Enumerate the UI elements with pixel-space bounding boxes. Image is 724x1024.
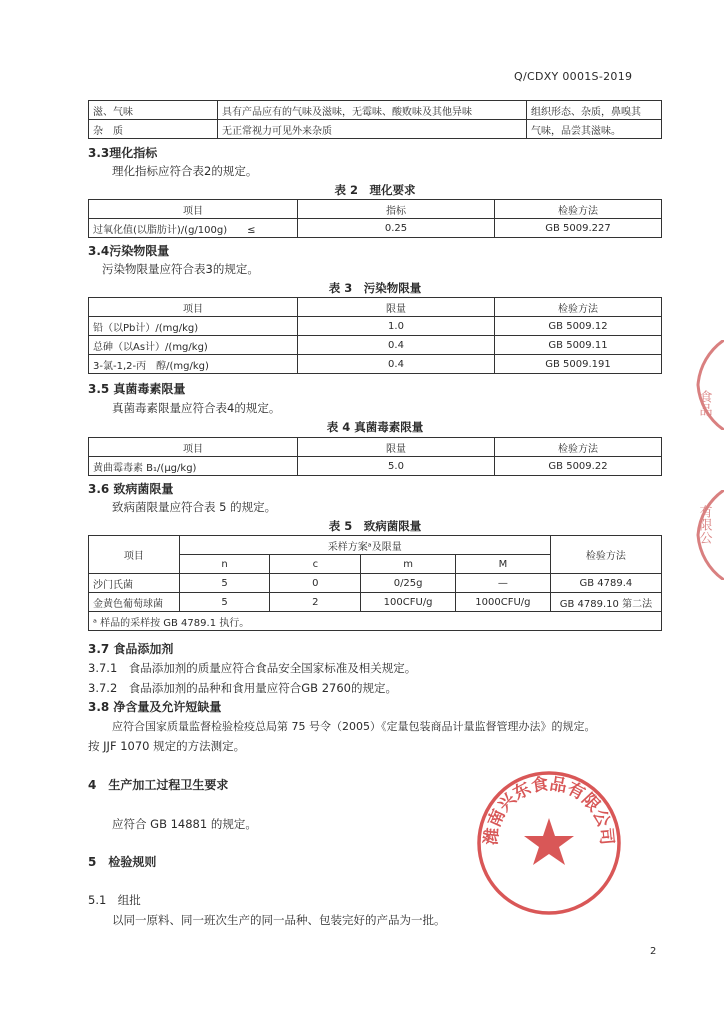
section-heading-5: 5 检验规则 bbox=[88, 855, 157, 869]
table-row bbox=[89, 219, 662, 238]
table4-caption: 表 4 真菌毒素限量 bbox=[326, 420, 424, 434]
section-heading-5-1: 5.1 组批 bbox=[88, 893, 141, 907]
table-cell: 0.4 bbox=[298, 336, 495, 355]
column-header: 检验方法 bbox=[495, 298, 662, 317]
section-heading-3-4: 3.4污染物限量 bbox=[88, 244, 170, 258]
table-cell: GB 5009.191 bbox=[495, 355, 662, 374]
table-header-row bbox=[89, 298, 662, 317]
section-text-3-5: 真菌毒素限量应符合表4的规定。 bbox=[112, 401, 281, 415]
table-cell: 5 bbox=[179, 574, 270, 593]
seal-fragment-icon bbox=[690, 340, 724, 430]
section-text-3-7-1: 3.7.1 食品添加剂的质量应符合食品安全国家标准及相关规定。 bbox=[88, 661, 417, 675]
table-cell: GB 5009.227 bbox=[495, 219, 662, 238]
table3-caption: 表 3 污染物限量 bbox=[328, 281, 422, 295]
table-cell: 滋、气味 bbox=[89, 101, 218, 120]
sensory-table-continuation bbox=[88, 100, 662, 139]
table-header-row bbox=[89, 200, 662, 219]
table-row bbox=[89, 336, 662, 355]
table-cell: GB 4789.10 第二法 bbox=[550, 593, 661, 612]
table5 bbox=[88, 535, 662, 631]
section-heading-3-8: 3.8 净含量及允许短缺量 bbox=[88, 700, 222, 714]
company-seal bbox=[474, 768, 624, 918]
document-number: Q/CDXY 0001S-2019 bbox=[514, 70, 633, 83]
table-cell: GB 5009.11 bbox=[495, 336, 662, 355]
table-cell: 0.25 bbox=[298, 219, 495, 238]
seal-icon bbox=[474, 768, 624, 918]
column-header: 检验方法 bbox=[495, 200, 662, 219]
table5-caption: 表 5 致病菌限量 bbox=[328, 519, 422, 533]
table-cell: — bbox=[456, 574, 551, 593]
table-row bbox=[89, 457, 662, 476]
section-heading-3-5: 3.5 真菌毒素限量 bbox=[88, 382, 186, 396]
table-cell: 沙门氏菌 bbox=[89, 574, 180, 593]
table-cell: 具有产品应有的气味及滋味，无霉味、酸败味及其他异味 bbox=[218, 101, 527, 120]
section-heading-3-6: 3.6 致病菌限量 bbox=[88, 482, 174, 496]
table-row bbox=[89, 593, 662, 612]
table-cell: 0/25g bbox=[361, 574, 456, 593]
table-cell: GB 5009.22 bbox=[495, 457, 662, 476]
table-cell: 0.4 bbox=[298, 355, 495, 374]
table-row bbox=[89, 101, 662, 120]
table-row bbox=[89, 355, 662, 374]
column-header: c bbox=[270, 555, 361, 574]
column-header: m bbox=[361, 555, 456, 574]
column-header: 检验方法 bbox=[550, 536, 661, 574]
column-header: 限量 bbox=[298, 298, 495, 317]
edge-seal-fragment-bottom bbox=[690, 490, 724, 580]
table2 bbox=[88, 199, 662, 238]
column-header: 限量 bbox=[298, 438, 495, 457]
table-cell: 杂 质 bbox=[89, 120, 218, 139]
section-text-5-1: 以同一原料、同一班次生产的同一品种、包装完好的产品为一批。 bbox=[112, 913, 446, 927]
section-heading-3-3: 3.3理化指标 bbox=[88, 146, 158, 160]
table-cell: 铅（以Pb计）/(mg/kg) bbox=[89, 317, 298, 336]
section-text-3-8-b: 按 JJF 1070 规定的方法测定。 bbox=[88, 739, 246, 753]
svg-text:食品: 食品 bbox=[696, 390, 712, 416]
table3 bbox=[88, 297, 662, 374]
table-cell: 金黄色葡萄球菌 bbox=[89, 593, 180, 612]
table-cell: 无正常视力可见外来杂质 bbox=[218, 120, 527, 139]
table-cell: GB 5009.12 bbox=[495, 317, 662, 336]
section-heading-3-7: 3.7 食品添加剂 bbox=[88, 642, 174, 656]
column-header: 项目 bbox=[89, 536, 180, 574]
column-header-group: 采样方案ᵃ及限量 bbox=[179, 536, 550, 555]
table4 bbox=[88, 437, 662, 476]
column-header: M bbox=[456, 555, 551, 574]
table-row bbox=[89, 120, 662, 139]
section-text-3-7-2: 3.7.2 食品添加剂的品种和食用量应符合GB 2760的规定。 bbox=[88, 681, 397, 695]
page-number: 2 bbox=[650, 946, 657, 957]
table-header-row bbox=[89, 438, 662, 457]
table-cell: 组织形态、杂质，鼻嗅其 bbox=[527, 101, 662, 120]
section-heading-4: 4 生产加工过程卫生要求 bbox=[88, 778, 229, 792]
column-header: 指标 bbox=[298, 200, 495, 219]
column-header: 项目 bbox=[89, 438, 298, 457]
edge-seal-fragment-top bbox=[690, 340, 724, 430]
section-text-3-8: 应符合国家质量监督检验检疫总局第 75 号令（2005）《定量包装商品计量监督管理办法》的规定。 bbox=[112, 720, 596, 733]
table-cell: 1000CFU/g bbox=[456, 593, 551, 612]
table-row bbox=[89, 317, 662, 336]
table-cell: 总砷（以As计）/(mg/kg) bbox=[89, 336, 298, 355]
section-text-3-4: 污染物限量应符合表3的规定。 bbox=[102, 262, 259, 276]
table-cell: 5.0 bbox=[298, 457, 495, 476]
section-text-3-3: 理化指标应符合表2的规定。 bbox=[112, 164, 258, 178]
table-cell: 气味，品尝其滋味。 bbox=[527, 120, 662, 139]
table-cell: 黄曲霉毒素 B₁/(μg/kg) bbox=[89, 457, 298, 476]
table-cell: 3-氯-1,2-丙 醇/(mg/kg) bbox=[89, 355, 298, 374]
table-cell: 1.0 bbox=[298, 317, 495, 336]
column-header: 项目 bbox=[89, 298, 298, 317]
column-header: 项目 bbox=[89, 200, 298, 219]
table-footnote-row bbox=[89, 612, 662, 631]
table-footnote: ᵃ 样品的采样按 GB 4789.1 执行。 bbox=[89, 612, 662, 631]
section-text-4: 应符合 GB 14881 的规定。 bbox=[112, 817, 257, 831]
table-row bbox=[89, 574, 662, 593]
seal-fragment-icon bbox=[690, 490, 724, 580]
table-cell: GB 4789.4 bbox=[550, 574, 661, 593]
table-cell: 0 bbox=[270, 574, 361, 593]
svg-text:有限公: 有限公 bbox=[696, 505, 712, 544]
table-cell: 2 bbox=[270, 593, 361, 612]
svg-text:潍南兴东食品有限公司: 潍南兴东食品有限公司 bbox=[481, 774, 617, 846]
section-text-3-6: 致病菌限量应符合表 5 的规定。 bbox=[112, 500, 277, 514]
table-cell: 100CFU/g bbox=[361, 593, 456, 612]
table2-caption: 表 2 理化要求 bbox=[334, 183, 416, 197]
table-cell: 过氧化值(以脂肪计)/(g/100g) ≤ bbox=[89, 219, 298, 238]
table-header-row bbox=[89, 536, 662, 555]
column-header: n bbox=[179, 555, 270, 574]
table-cell: 5 bbox=[179, 593, 270, 612]
column-header: 检验方法 bbox=[495, 438, 662, 457]
